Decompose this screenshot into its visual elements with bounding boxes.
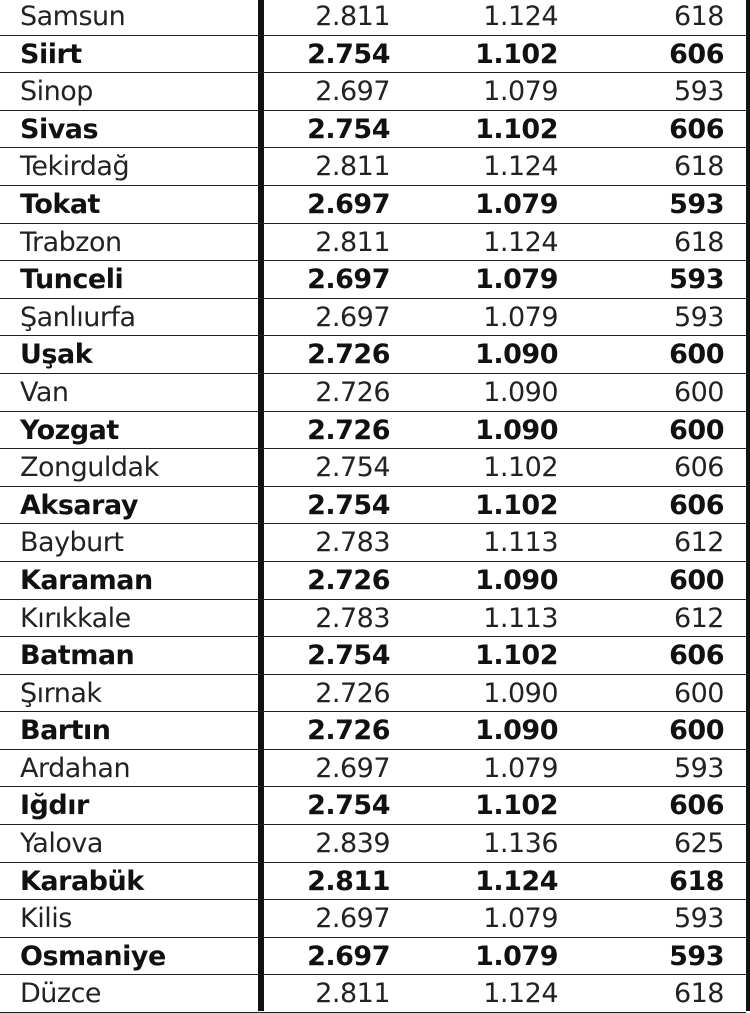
value-col-2-cell: 1.113 bbox=[483, 602, 558, 634]
value-col-2-cell: 1.090 bbox=[483, 677, 558, 709]
table-row bbox=[0, 111, 746, 149]
table-row bbox=[0, 712, 746, 750]
value-col-2-cell: 1.079 bbox=[483, 903, 558, 935]
value-col-1-cell: 2.697 bbox=[315, 301, 390, 333]
value-col-1-cell: 2.754 bbox=[307, 38, 390, 70]
value-col-3-cell: 593 bbox=[669, 264, 724, 296]
value-col-2-cell: 1.090 bbox=[475, 339, 558, 371]
province-name-cell: Bayburt bbox=[20, 527, 124, 559]
table-row bbox=[0, 73, 746, 111]
value-col-1-cell: 2.726 bbox=[307, 715, 390, 747]
value-col-1-cell: 2.697 bbox=[315, 752, 390, 784]
value-col-3-cell: 600 bbox=[673, 376, 724, 408]
province-name-cell: Zonguldak bbox=[20, 452, 159, 484]
value-col-1-cell: 2.811 bbox=[307, 865, 390, 897]
province-name-cell: Sivas bbox=[20, 113, 99, 145]
value-col-1-cell: 2.726 bbox=[315, 677, 390, 709]
value-col-1-cell: 2.726 bbox=[307, 339, 390, 371]
value-col-2-cell: 1.079 bbox=[475, 188, 558, 220]
table-row bbox=[0, 863, 746, 901]
province-name-cell: Tunceli bbox=[20, 264, 124, 296]
province-name-cell: Şanlıurfa bbox=[20, 301, 136, 333]
value-col-3-cell: 618 bbox=[673, 151, 724, 183]
table-row bbox=[0, 975, 746, 1013]
value-col-2-cell: 1.124 bbox=[483, 978, 558, 1010]
value-col-1-cell: 2.697 bbox=[307, 188, 390, 220]
value-col-3-cell: 618 bbox=[673, 978, 724, 1010]
table-row bbox=[0, 787, 746, 825]
value-col-2-cell: 1.136 bbox=[483, 828, 558, 860]
value-col-2-cell: 1.102 bbox=[475, 38, 558, 70]
province-name-cell: Uşak bbox=[20, 339, 93, 371]
table-row bbox=[0, 938, 746, 976]
table-row bbox=[0, 261, 746, 299]
value-col-3-cell: 600 bbox=[669, 414, 724, 446]
province-name-cell: Samsun bbox=[20, 1, 126, 32]
value-col-3-cell: 606 bbox=[669, 113, 724, 145]
value-col-3-cell: 618 bbox=[669, 865, 724, 897]
value-col-2-cell: 1.102 bbox=[483, 452, 558, 484]
table-row bbox=[0, 750, 746, 788]
value-col-1-cell: 2.726 bbox=[307, 414, 390, 446]
province-name-cell: Karaman bbox=[20, 564, 153, 596]
province-name-cell: Yalova bbox=[20, 828, 103, 860]
value-col-1-cell: 2.697 bbox=[315, 76, 390, 108]
value-col-3-cell: 593 bbox=[669, 940, 724, 972]
value-col-2-cell: 1.124 bbox=[483, 226, 558, 258]
value-col-1-cell: 2.754 bbox=[307, 790, 390, 822]
table-row bbox=[0, 148, 746, 186]
value-col-2-cell: 1.090 bbox=[475, 715, 558, 747]
value-col-3-cell: 593 bbox=[673, 752, 724, 784]
table-row bbox=[0, 675, 746, 713]
value-col-3-cell: 606 bbox=[669, 640, 724, 672]
table-row bbox=[0, 825, 746, 863]
value-col-2-cell: 1.079 bbox=[483, 76, 558, 108]
value-col-1-cell: 2.811 bbox=[315, 226, 390, 258]
value-col-3-cell: 600 bbox=[669, 564, 724, 596]
value-col-2-cell: 1.113 bbox=[483, 527, 558, 559]
province-name-cell: Kilis bbox=[20, 903, 72, 935]
value-col-1-cell: 2.697 bbox=[307, 264, 390, 296]
value-col-1-cell: 2.811 bbox=[315, 978, 390, 1010]
table-row bbox=[0, 374, 746, 412]
province-name-cell: Trabzon bbox=[20, 226, 122, 258]
table-row bbox=[0, 412, 746, 450]
value-col-2-cell: 1.102 bbox=[475, 489, 558, 521]
value-col-2-cell: 1.124 bbox=[475, 865, 558, 897]
value-col-1-cell: 2.754 bbox=[315, 452, 390, 484]
value-col-3-cell: 593 bbox=[669, 188, 724, 220]
value-col-1-cell: 2.754 bbox=[307, 640, 390, 672]
table-row bbox=[0, 336, 746, 374]
province-name-cell: Iğdır bbox=[20, 790, 89, 822]
province-name-cell: Kırıkkale bbox=[20, 602, 131, 634]
value-col-3-cell: 593 bbox=[673, 76, 724, 108]
value-col-3-cell: 618 bbox=[673, 226, 724, 258]
value-col-3-cell: 600 bbox=[669, 339, 724, 371]
value-col-1-cell: 2.754 bbox=[307, 113, 390, 145]
province-name-cell: Sinop bbox=[20, 76, 93, 108]
table-row bbox=[0, 0, 746, 36]
value-col-2-cell: 1.079 bbox=[475, 264, 558, 296]
value-col-1-cell: 2.811 bbox=[315, 1, 390, 32]
table-row bbox=[0, 524, 746, 562]
value-col-2-cell: 1.090 bbox=[475, 564, 558, 596]
table-row bbox=[0, 900, 746, 938]
province-name-cell: Karabük bbox=[20, 865, 144, 897]
value-col-3-cell: 618 bbox=[673, 1, 724, 32]
value-col-1-cell: 2.811 bbox=[315, 151, 390, 183]
value-col-3-cell: 593 bbox=[673, 903, 724, 935]
value-col-2-cell: 1.102 bbox=[475, 113, 558, 145]
value-col-1-cell: 2.839 bbox=[315, 828, 390, 860]
value-col-3-cell: 600 bbox=[669, 715, 724, 747]
value-col-2-cell: 1.102 bbox=[475, 790, 558, 822]
value-col-1-cell: 2.726 bbox=[315, 376, 390, 408]
value-col-1-cell: 2.726 bbox=[307, 564, 390, 596]
value-col-3-cell: 606 bbox=[673, 452, 724, 484]
value-col-2-cell: 1.079 bbox=[475, 940, 558, 972]
table-row bbox=[0, 36, 746, 74]
value-col-1-cell: 2.754 bbox=[307, 489, 390, 521]
province-name-cell: Batman bbox=[20, 640, 135, 672]
value-col-3-cell: 606 bbox=[669, 790, 724, 822]
value-col-3-cell: 606 bbox=[669, 38, 724, 70]
value-col-3-cell: 625 bbox=[673, 828, 724, 860]
table-row bbox=[0, 600, 746, 638]
province-name-cell: Yozgat bbox=[20, 414, 119, 446]
province-name-cell: Van bbox=[20, 376, 69, 408]
province-name-cell: Tokat bbox=[20, 188, 100, 220]
value-col-2-cell: 1.090 bbox=[483, 376, 558, 408]
province-name-cell: Düzce bbox=[20, 978, 102, 1010]
table-row bbox=[0, 562, 746, 600]
table-row bbox=[0, 637, 746, 675]
province-name-cell: Tekirdağ bbox=[20, 151, 130, 183]
value-col-2-cell: 1.079 bbox=[483, 752, 558, 784]
province-name-cell: Şırnak bbox=[20, 677, 102, 709]
value-col-1-cell: 2.697 bbox=[307, 940, 390, 972]
province-name-cell: Ardahan bbox=[20, 752, 131, 784]
value-col-2-cell: 1.124 bbox=[483, 1, 558, 32]
table-row bbox=[0, 299, 746, 337]
value-col-3-cell: 612 bbox=[673, 602, 724, 634]
value-col-3-cell: 600 bbox=[673, 677, 724, 709]
value-col-2-cell: 1.079 bbox=[483, 301, 558, 333]
value-col-2-cell: 1.124 bbox=[483, 151, 558, 183]
value-col-3-cell: 606 bbox=[669, 489, 724, 521]
table-row bbox=[0, 186, 746, 224]
value-col-2-cell: 1.090 bbox=[475, 414, 558, 446]
value-col-2-cell: 1.102 bbox=[475, 640, 558, 672]
value-col-3-cell: 612 bbox=[673, 527, 724, 559]
province-name-cell: Aksaray bbox=[20, 489, 138, 521]
table-row bbox=[0, 487, 746, 525]
table-row bbox=[0, 449, 746, 487]
province-name-cell: Siirt bbox=[20, 38, 82, 70]
province-name-cell: Osmaniye bbox=[20, 940, 166, 972]
table-row bbox=[0, 224, 746, 262]
value-col-1-cell: 2.783 bbox=[315, 527, 390, 559]
value-col-3-cell: 593 bbox=[673, 301, 724, 333]
province-name-cell: Bartın bbox=[20, 715, 111, 747]
value-col-1-cell: 2.697 bbox=[315, 903, 390, 935]
value-col-1-cell: 2.783 bbox=[315, 602, 390, 634]
